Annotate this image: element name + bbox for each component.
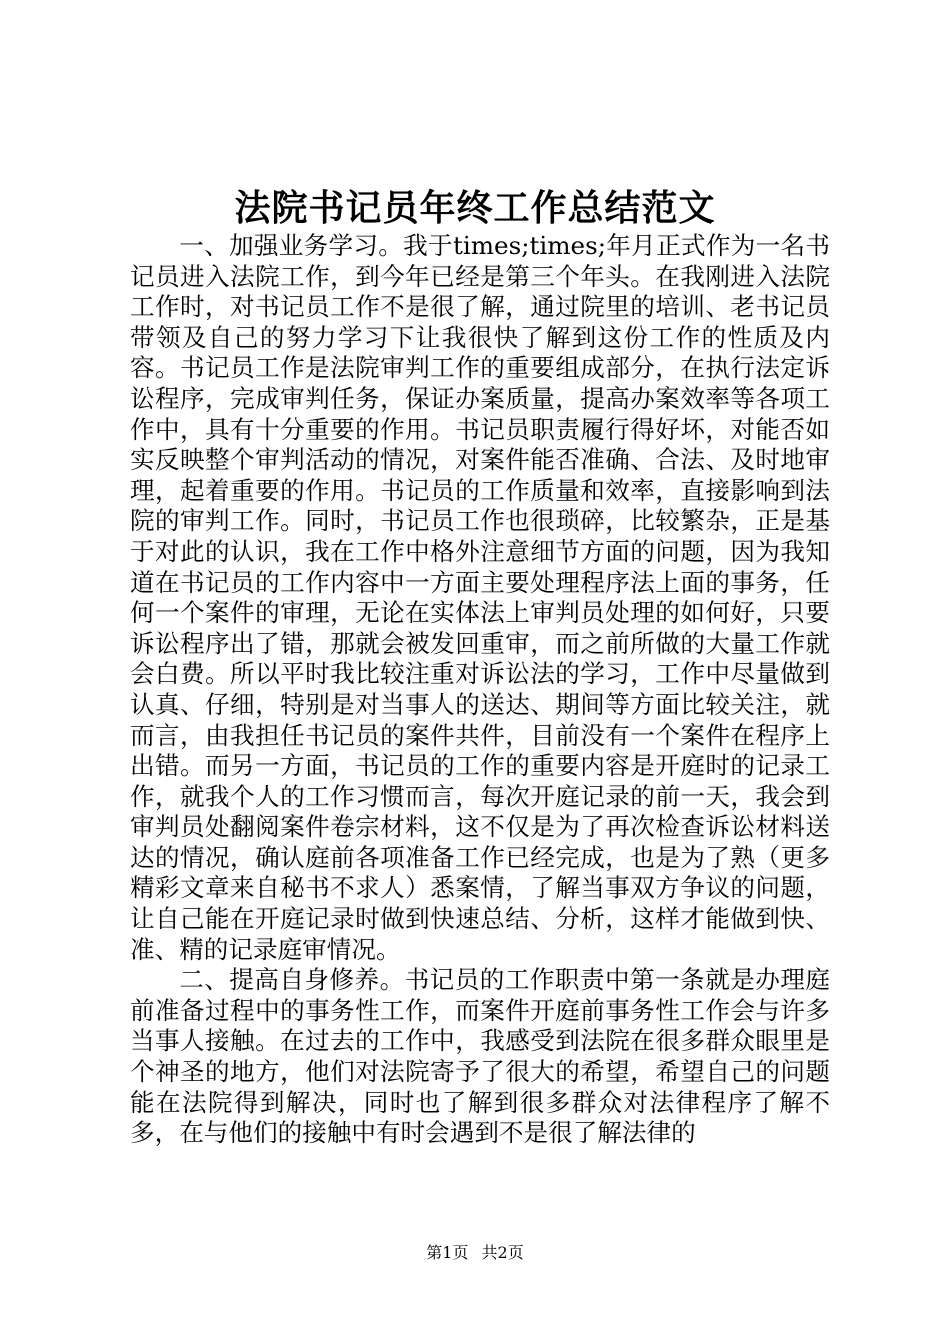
page-number: 第1页 — [426, 1243, 469, 1262]
paragraph-1: 一、加强业务学习。我于times;times;年月正式作为一名书记员进入法院工作，到今年已经是第三个年头。在我刚进入法院工作时，对书记员工作不是很了解，通过院里的培训、老书记员带领及自己的努力学习下让我很快了解到这份工作的性质及内容。书记员工作是法院审判工作的重要组成部分，在执行法定诉讼程序，完成审判任务，保证办案质量，提高办案效率等各项工作中，具有十分重要的作用。书记员职责履行得好坏，对能否如实反映整个审判活动的情况，对案件能否准确、合法、及时地审理，起着重要的作用。书记员的工作质量和效率，直接影响到法院的审判工作。同时，书记员工作也很琐碎，比较繁杂，正是基于对此的认识，我在工作中格外注意细节方面的问题，因为我知道在书记员的工作内容中一方面主要处理程序法上面的事务，任何一个案件的审理，无论在实体法上审判员处理的如何好，只要诉讼程序出了错，那就会被发回重审，而之前所做的大量工作就会白费。所以平时我比较注重对诉讼法的学习，工作中尽量做到认真、仔细，特别是对当事人的送达、期间等方面比较关注，就而言，由我担任书记员的案件共件，目前没有一个案件在程序上出错。而另一方面，书记员的工作的重要内容是开庭时的记录工作，就我个人的工作习惯而言，每次开庭记录的前一天，我会到审判员处翻阅案件卷宗材料，这不仅是为了再次检查诉讼材料送达的情况，确认庭前各项准备工作已经完成，也是为了熟（更多精彩文章来自秘书不求人）悉案情，了解当事双方争议的问题，让自己能在开庭记录时做到快速总结、分析，这样才能做到快、准、精的记录庭审情况。 — [130, 231, 830, 964]
document-body — [130, 231, 830, 1149]
paragraph-2: 二、提高自身修养。书记员的工作职责中第一条就是办理庭前准备过程中的事务性工作，而案件开庭前事务性工作会与许多当事人接触。在过去的工作中，我感受到法院在很多群众眼里是个神圣的地方，他们对法院寄予了很大的希望，希望自己的问题能在法院得到解决，同时也了解到很多群众对法律程序了解不多，在与他们的接触中有时会遇到不是很了解法律的 — [130, 965, 830, 1148]
page-footer — [0, 1242, 950, 1264]
document-title: 法院书记员年终工作总结范文 — [234, 187, 716, 229]
page-total: 共2页 — [481, 1243, 524, 1262]
